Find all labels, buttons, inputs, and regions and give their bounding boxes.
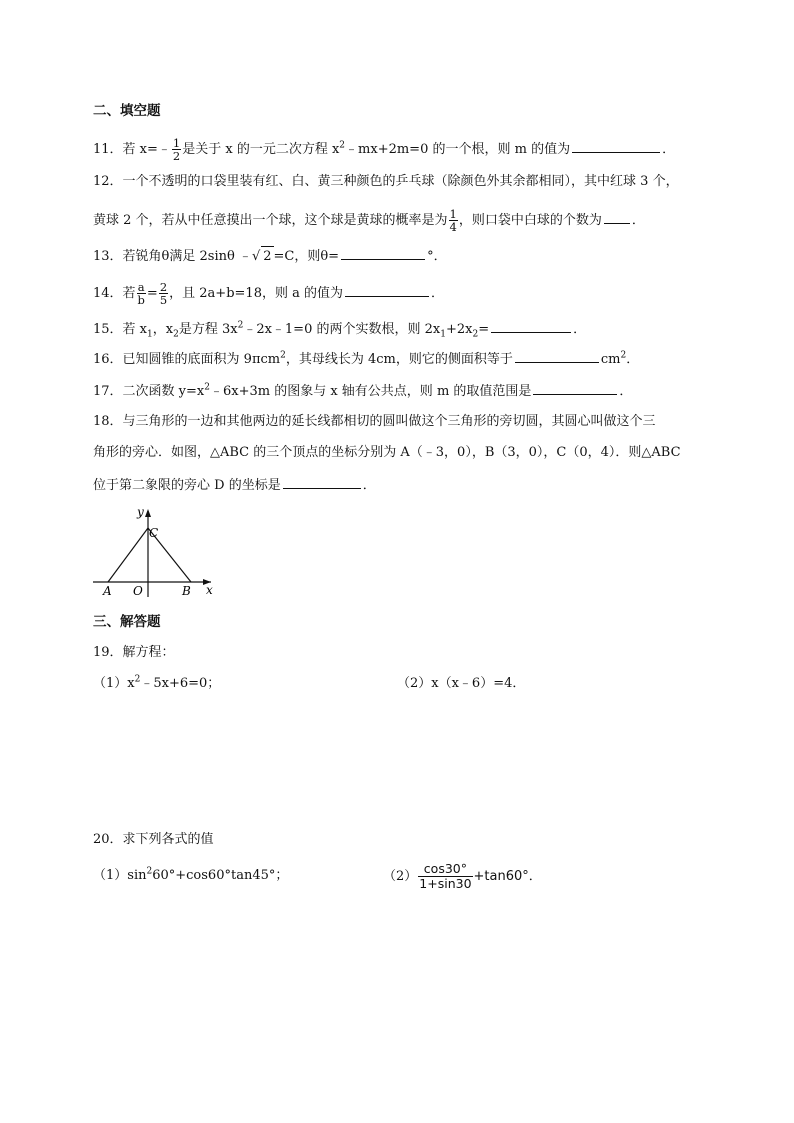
question-12-line-1: 12．一个不透明的口袋里装有红、白、黄三种颜色的乒乓球（除颜色外其余都相同），其中红球 3 个， <box>93 174 679 189</box>
question-19-part-2: （2）x（x﹣6）=4． <box>397 676 526 691</box>
question-20-part-2 <box>383 862 542 891</box>
q12-frac-num: 1 <box>449 207 457 221</box>
q15-sup: 2 <box>237 320 244 331</box>
question-18-line-1: 18．与三角形的一边和其他两边的延长线都相切的圆叫做这个三角形的旁切圆，其圆心叫做这个三 <box>93 414 656 429</box>
q14-text-2: ，且 2a+b=18，则 a 的值为 <box>169 286 343 301</box>
q11-text-2: 是关于 x 的一元二次方程 x <box>182 142 340 157</box>
q15-text: 15．若 x <box>93 322 148 337</box>
q18-answer-blank[interactable] <box>283 476 361 489</box>
q12-text: 黄球 2 个，若从中任意摸出一个球，这个球是黄球的概率是为 <box>93 213 448 228</box>
q19-p1-text-2: ﹣5x+6=0； <box>140 676 221 691</box>
q20-p2-text: （2） <box>383 869 418 884</box>
question-16 <box>93 350 639 370</box>
q13-end: °． <box>427 249 447 264</box>
q16-text-2: ，其母线长为 4cm，则它的侧面积等于 <box>285 352 513 367</box>
q14-f1-den: b <box>137 293 145 307</box>
label-a: A <box>103 584 112 598</box>
label-b: B <box>182 584 191 598</box>
q11-fraction <box>172 137 181 162</box>
q20-p2-text-2: +tan60°． <box>473 869 542 884</box>
q15-sub-4: 2 <box>472 329 479 340</box>
q17-end: ． <box>619 384 633 399</box>
question-12-line-2 <box>93 208 645 233</box>
y-axis-arrow <box>145 509 151 517</box>
question-20-title: 20．求下列各式的值 <box>93 832 214 847</box>
q12-text-2: ，则口袋中白球的个数为 <box>458 213 602 228</box>
label-o: O <box>133 584 143 598</box>
section-title-answer: 三、解答题 <box>93 614 161 630</box>
q15-sub-1: 1 <box>147 329 153 340</box>
question-20-part-1 <box>93 866 288 886</box>
q14-eq: = <box>146 286 158 301</box>
q20-p1-text-2: 60°+cos60°tan45°； <box>152 868 289 883</box>
question-15 <box>93 320 586 340</box>
q17-text-2: ﹣6x+3m 的图象与 x 轴有公共点，则 m 的取值范围是 <box>209 384 532 399</box>
q11-frac-den: 2 <box>172 149 181 163</box>
q15-answer-blank[interactable] <box>491 320 571 333</box>
section-title-fill-in: 二、填空题 <box>93 103 161 119</box>
q19-p1-sup: 2 <box>134 674 141 685</box>
q15-sub-3: 1 <box>440 329 446 340</box>
triangle-figure <box>93 505 223 600</box>
q16-answer-blank[interactable] <box>515 350 599 363</box>
q18-end: ． <box>362 478 376 493</box>
q16-end: ． <box>626 352 640 367</box>
q15-text-4: ﹣2x﹣1=0 的两个实数根，则 2x <box>243 322 441 337</box>
q14-fraction-1 <box>137 281 146 306</box>
q12-answer-blank[interactable] <box>604 211 630 224</box>
q14-answer-blank[interactable] <box>345 284 429 297</box>
q15-end: ． <box>573 322 587 337</box>
q11-sup: 2 <box>339 140 346 151</box>
q15-text-6: = <box>478 322 490 337</box>
question-19-title: 19．解方程： <box>93 645 175 660</box>
q16-text: 16．已知圆锥的底面积为 9πcm <box>93 352 281 367</box>
q11-text: 11．若 x=﹣ <box>93 142 171 157</box>
q20-frac-num: cos30° <box>418 862 472 877</box>
question-18-line-2: 角形的旁心．如图，△ABC 的三个顶点的坐标分别为 A（﹣3，0），B（3，0），C（0，4）．则△ABC <box>93 445 681 460</box>
q12-frac-den: 4 <box>449 220 457 234</box>
q15-sub-2: 2 <box>173 329 179 340</box>
q12-fraction <box>449 208 458 233</box>
q19-p1-text: （1）x <box>93 676 135 691</box>
q17-sup: 2 <box>204 382 210 393</box>
q20-p1-text: （1）sin <box>93 868 147 883</box>
q14-fraction-2 <box>159 281 168 306</box>
q13-text: 13．若锐角θ满足 2sinθ ﹣ <box>93 249 252 264</box>
q14-f2-den: 5 <box>159 293 168 307</box>
q13-answer-blank[interactable] <box>341 247 425 260</box>
q15-text-2: ，x <box>152 322 174 337</box>
q11-end: ． <box>662 142 676 157</box>
question-11 <box>93 137 675 162</box>
q14-text: 14．若 <box>93 286 136 301</box>
q20-frac-den: 1+sin30 <box>419 876 472 891</box>
q13-sqrt: 2 <box>261 246 273 267</box>
label-x: x <box>206 583 213 597</box>
q15-text-3: 是方程 3x <box>178 322 238 337</box>
q12-end: ． <box>631 213 645 228</box>
side-ac <box>108 528 148 582</box>
q14-f1-num: a <box>137 280 145 294</box>
q16-sup: 2 <box>280 350 286 361</box>
q17-answer-blank[interactable] <box>533 382 617 395</box>
question-14 <box>93 281 444 306</box>
q16-unit-sup: 2 <box>620 350 627 361</box>
q13-text-2: =C，则θ= <box>273 249 340 264</box>
label-c: C <box>149 526 159 540</box>
q20-fraction <box>418 862 472 891</box>
q15-text-5: +2x <box>445 322 473 337</box>
question-19-part-1 <box>93 674 220 694</box>
q16-unit: cm <box>600 352 621 367</box>
q14-end: ． <box>430 286 444 301</box>
question-18-line-3 <box>93 476 376 496</box>
q20-p1-sup: 2 <box>146 866 153 877</box>
q17-text: 17．二次函数 y=x <box>93 384 205 399</box>
question-13: 13．若锐角θ满足 2sinθ ﹣√ 2 =C，则θ= °． <box>93 246 447 267</box>
q14-f2-num: 2 <box>159 280 168 294</box>
label-y: y <box>137 505 144 519</box>
q11-answer-blank[interactable] <box>572 140 660 153</box>
q18-text: 位于第二象限的旁心 D 的坐标是 <box>93 478 281 493</box>
q11-frac-num: 1 <box>172 136 181 150</box>
q11-text-3: ﹣mx+2m=0 的一个根，则 m 的值为 <box>345 142 571 157</box>
question-17 <box>93 382 632 402</box>
